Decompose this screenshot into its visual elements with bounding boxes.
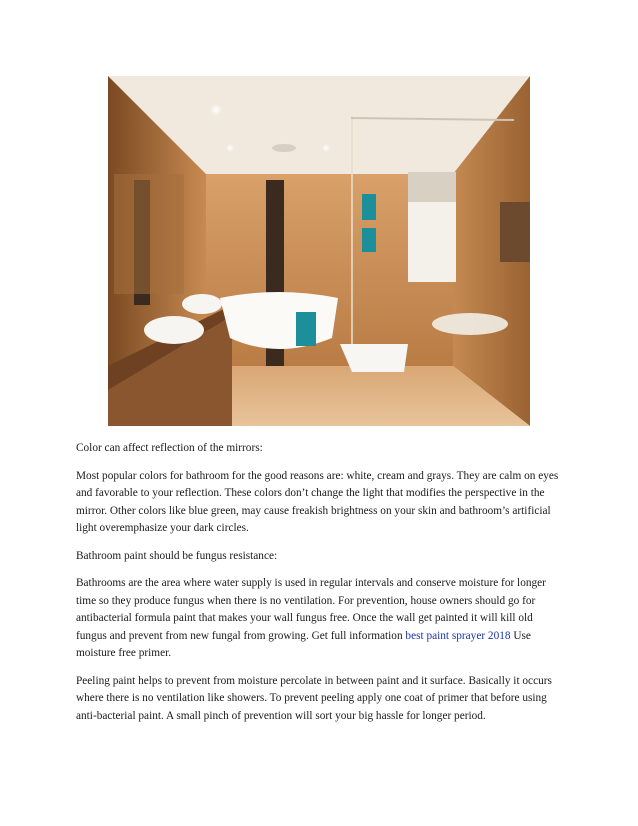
window-blind	[408, 172, 456, 202]
ceiling-light	[226, 144, 234, 152]
towel	[296, 312, 316, 346]
sink	[144, 316, 204, 344]
bathroom-photo	[108, 76, 530, 426]
paragraph-text: Bathrooms are the area where water supply is used in regular intervals and conserve moisture for longer time so they produce fungus when there is no ventilation. For prevention, house owners should go for antibacterial formula paint that makes your wall fungus free. Once the wall get painted it will kill old fungus and prevent from new fungal from growing. Get full information	[76, 577, 546, 642]
paragraph	[76, 575, 566, 663]
paragraph: Color can affect reflection of the mirrors:	[76, 442, 263, 454]
sink	[182, 294, 222, 314]
towel	[362, 228, 376, 252]
ceiling-light	[322, 144, 330, 152]
ceiling-speaker	[272, 144, 296, 152]
glass-partition	[351, 116, 353, 366]
article-body	[76, 440, 566, 735]
paragraph: Bathroom paint should be fungus resistance:	[76, 549, 278, 562]
towel	[362, 194, 376, 220]
ceiling-light	[210, 104, 222, 116]
paint-sprayer-link[interactable]: best paint sprayer 2018	[405, 629, 511, 642]
paragraph: Most popular colors for bathroom for the good reasons are: white, cream and grays. They are calm on eyes and favorable to your reflection. These colors don’t change the light that modifies the perspective in the mirror. Other colors like blue green, may cause freakish brightness on your skin and bathroom’s artificial light overemphasize your dark circles.	[76, 469, 559, 534]
mirror	[114, 174, 184, 294]
paragraph-text: Use moisture free primer.	[76, 629, 531, 659]
bathtub	[220, 292, 338, 349]
paragraph: Peeling paint helps to prevent from moisture percolate in between paint and it surface. Basically it occurs where there is no ventilation like showers. To prevent peeling apply one coat of primer that before using anti-bacterial paint. A small pinch of prevention will sort your big hassle for longer period.	[76, 674, 552, 722]
toilet	[340, 344, 408, 372]
picture-frame	[500, 202, 530, 262]
sink	[432, 313, 508, 335]
